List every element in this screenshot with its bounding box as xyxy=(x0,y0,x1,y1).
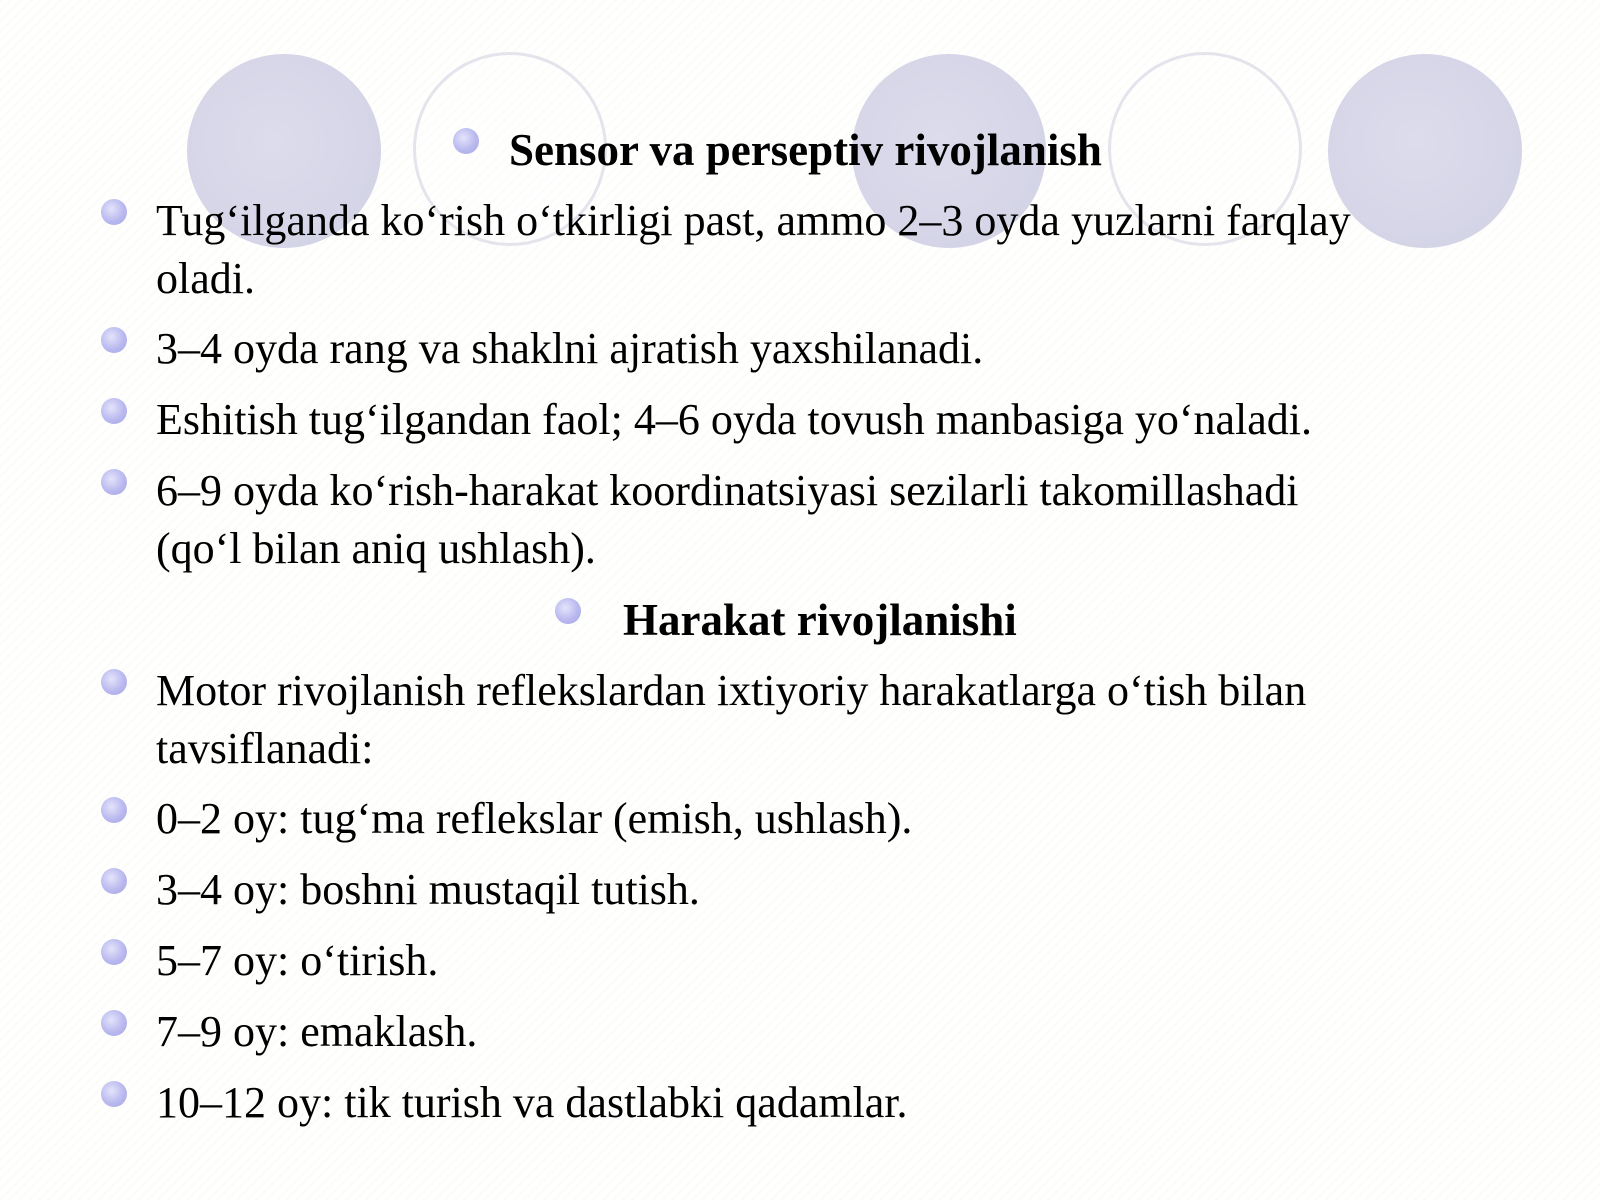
bullet-icon xyxy=(101,669,127,695)
list-item-line: 3–4 oyda rang va shaklni ajratish yaxshilanadi. xyxy=(156,324,984,373)
bullet-icon xyxy=(101,868,127,894)
list-item-line: 6–9 oyda ko‘rish-harakat koordinatsiyasi sezilarli takomillashadi xyxy=(156,466,1299,515)
list-item-line: Tug‘ilganda ko‘rish o‘tkirligi past, ammo 2–3 oyda yuzlarni farqlay xyxy=(156,196,1351,245)
bullet-icon xyxy=(101,327,127,353)
list-item-line: 0–2 oy: tug‘ma reflekslar (emish, ushlash). xyxy=(156,794,913,843)
list-item-line: 10–12 oy: tik turish va dastlabki qadamlar. xyxy=(156,1078,908,1127)
list-item-line: Eshitish tug‘ilgandan faol; 4–6 oyda tovush manbasiga yo‘naladi. xyxy=(156,395,1313,444)
bullet-icon xyxy=(101,939,127,965)
list-item-line: Motor rivojlanish reflekslardan ixtiyoriy harakatlarga o‘tish bilan xyxy=(156,666,1307,715)
list-item-line: (qo‘l bilan aniq ushlash). xyxy=(156,524,596,573)
list-item-line: 7–9 oy: emaklash. xyxy=(156,1007,478,1056)
bullet-icon xyxy=(101,199,127,225)
heading-bullet-icon xyxy=(555,598,581,624)
list-item-line: 5–7 oy: o‘tirish. xyxy=(156,936,439,985)
decor-circle-3 xyxy=(1328,54,1522,248)
list-item-line: 3–4 oy: boshni mustaqil tutish. xyxy=(156,865,700,914)
bullet-icon xyxy=(101,469,127,495)
bullet-icon xyxy=(101,1081,127,1107)
list-item-line: tavsiflanadi: xyxy=(156,724,374,773)
bullet-icon xyxy=(101,1010,127,1036)
section-heading-harakat: Harakat rivojlanishi xyxy=(623,595,1017,645)
list-item-line: oladi. xyxy=(156,254,255,303)
heading-bullet-icon xyxy=(453,128,479,154)
bullet-icon xyxy=(101,797,127,823)
section-heading-sensor: Sensor va perseptiv rivojlanish xyxy=(509,125,1102,175)
bullet-icon xyxy=(101,398,127,424)
